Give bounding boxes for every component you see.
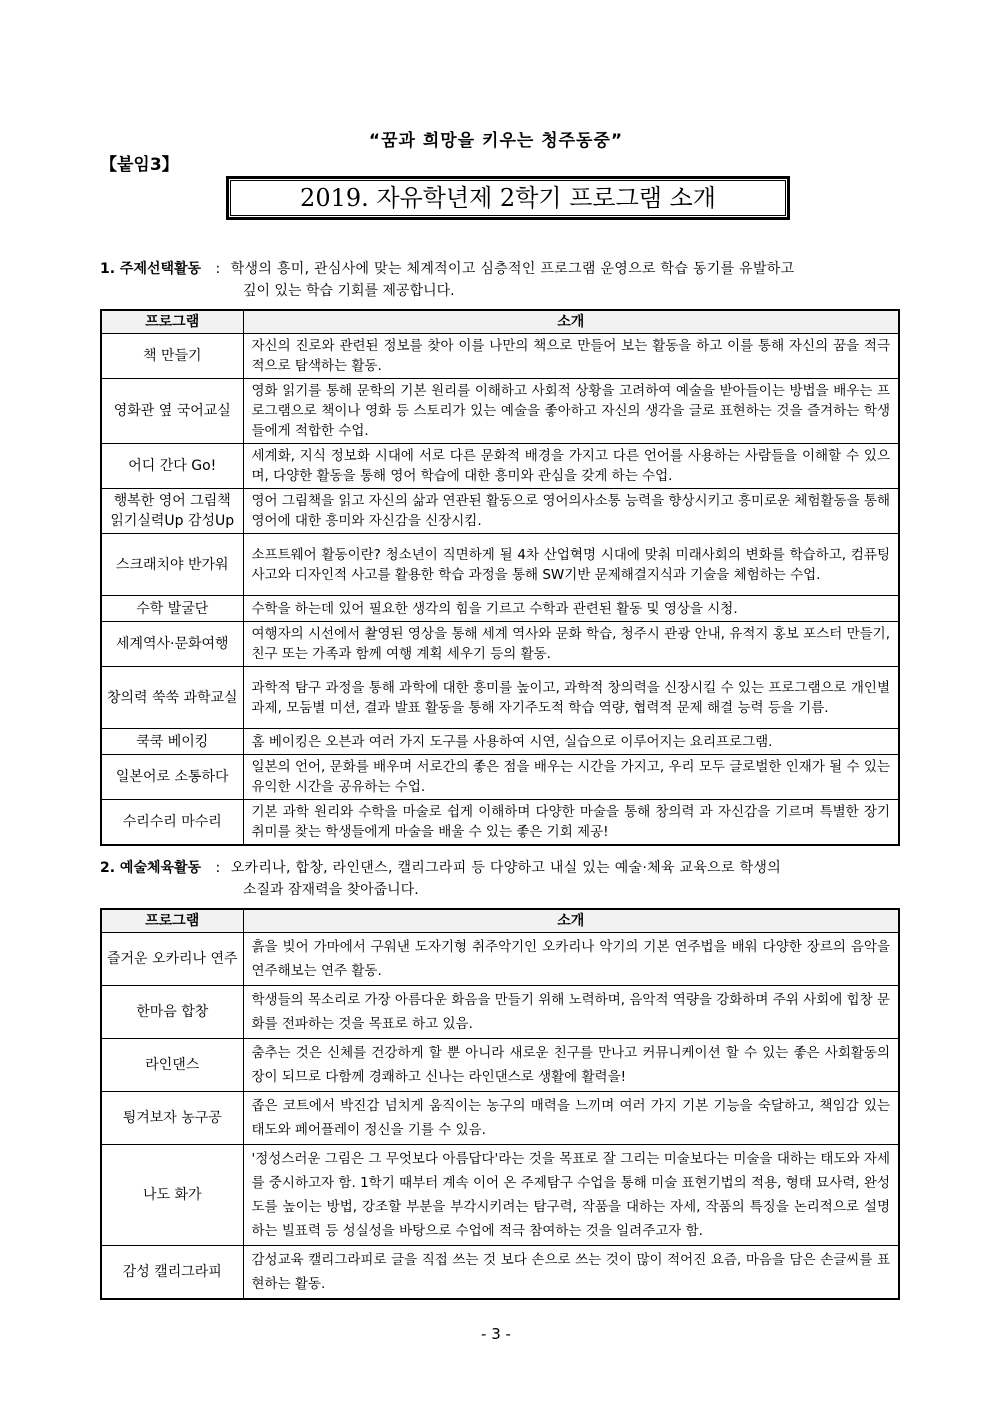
table-header: [101, 310, 899, 334]
col-intro-header: 소개: [243, 310, 899, 334]
page-number: - 3 -: [481, 1325, 511, 1343]
program-name: 책 만들기: [101, 334, 243, 379]
program-intro: '정성스러운 그림은 그 무엇보다 아름답다'라는 것을 목표로 잘 그리는 미술보다는 미술을 대하는 태도와 자세를 중시하고자 함. 1학기 때부터 계속 이어 온 주제탐구 수업을 통해 미술 표현기법의 적용, 형태 묘사력, 완성도를 높이는 방법, 강조할 부분을 부각시키려는 탐구력, 작품을 대하는 자세, 작품의 특징을 논리적으로 설명하는 빌표력 등 성실성을 바탕으로 수업에 적극 참여하는 것을 일려주고자 함.: [243, 1145, 899, 1246]
table-row: [101, 755, 899, 800]
attachment-label: 【붙임3】: [100, 155, 179, 175]
table-row: [101, 1145, 899, 1246]
table-row: [101, 1246, 899, 1300]
table-row: [101, 1039, 899, 1092]
section2-desc-line1: 오카리나, 합창, 라인댄스, 캘리그라피 등 다양하고 내실 있는 예술·체육 교육으로 학생의: [230, 860, 782, 876]
section1-heading: 1. 주제선택활동: [100, 261, 202, 277]
section2-intro: [100, 857, 900, 901]
program-intro: 춤추는 것은 신체를 건강하게 할 뿐 아니라 새로운 친구를 만나고 커뮤니케이션 할 수 있는 좋은 사회활동의 장이 되므로 다함께 경쾌하고 신나는 라인댄스로 생활에 활력을!: [243, 1039, 899, 1092]
program-intro: 홈 베이킹은 오븐과 여러 가지 도구를 사용하여 시연, 실습으로 이루어지는 요리프로그램.: [243, 729, 899, 755]
program-intro: 일본의 언어, 문화를 배우며 서로간의 좋은 점을 배우는 시간을 가지고, 우리 모두 글로벌한 인재가 될 수 있는 유익한 시간을 공유하는 수업.: [243, 755, 899, 800]
program-name: 라인댄스: [101, 1039, 243, 1092]
program-name: 어디 간다 Go!: [101, 444, 243, 489]
program-intro: 수학을 하는데 있어 필요한 생각의 힘을 기르고 수학과 관련된 활동 및 영상을 시청.: [243, 596, 899, 622]
section2-separator: :: [215, 860, 221, 876]
table-row: [101, 729, 899, 755]
program-intro: 영화 읽기를 통해 문학의 기본 원리를 이해하고 사회적 상황을 고려하여 예술을 받아들이는 방법을 배우는 프로그램으로 책이나 영화 등 스토리가 있는 예술을 좋아하고 자신의 생각을 글로 표현하는 것을 즐겨하는 학생들에게 적합한 수업.: [243, 379, 899, 444]
section2-desc-line2: 소질과 잠재력을 찾아줍니다.: [243, 882, 419, 898]
program-intro: 학생들의 목소리로 가장 아름다운 화음을 만들기 위해 노력하며, 음악적 역량을 강화하며 주위 사회에 힙창 문화를 전파하는 것을 목표로 하고 있음.: [243, 986, 899, 1039]
table-row: [101, 489, 899, 534]
col-program-header: 프로그램: [101, 310, 243, 334]
program-name: 쿡쿡 베이킹: [101, 729, 243, 755]
table-row: [101, 933, 899, 986]
col-intro-header: 소개: [243, 909, 899, 933]
school-slogan: “꿈과 희망을 키우는 청주동중”: [368, 131, 624, 151]
program-name: 튕겨보자 농구공: [101, 1092, 243, 1145]
program-name: 즐거운 오카리나 연주: [101, 933, 243, 986]
program-intro: 자신의 진로와 관련된 정보를 찾아 이를 나만의 책으로 만들어 보는 활동을 하고 이를 통해 자신의 꿈을 적극적으로 탐색하는 활동.: [243, 334, 899, 379]
table-row: [101, 379, 899, 444]
program-intro: 소프트웨어 활동이란? 청소년이 직면하게 될 4차 산업혁명 시대에 맞춰 미래사회의 변화를 학습하고, 컴퓨팅 사고와 디자인적 사고를 활용한 학습 과정을 통해 SW기반 문제해결지식과 기술을 체험하는 수업.: [243, 534, 899, 596]
program-name: 스크래치야 반가워: [101, 534, 243, 596]
table-row: [101, 334, 899, 379]
table-row: [101, 667, 899, 729]
program-name: 창의력 쑥쑥 과학교실: [101, 667, 243, 729]
table-row: [101, 444, 899, 489]
table-row: [101, 986, 899, 1039]
section1-desc-line1: 학생의 흥미, 관심사에 맞는 체계적이고 심층적인 프로그램 운영으로 학습 동기를 유발하고: [230, 261, 795, 277]
program-intro: 흙을 빚어 가마에서 구워낸 도자기형 취주악기인 오카리나 악기의 기본 연주법을 배워 다양한 장르의 음악을 연주해보는 연주 활동.: [243, 933, 899, 986]
table-header: [101, 909, 899, 933]
section1-separator: :: [215, 261, 221, 277]
program-intro: 감성교육 캘리그라피로 글을 직접 쓰는 것 보다 손으로 쓰는 것이 많이 적어진 요즘, 마음을 담은 손글씨를 표현하는 활동.: [243, 1246, 899, 1300]
program-intro: 세계화, 지식 정보화 시대에 서로 다른 문화적 배경을 가지고 다른 언어를 사용하는 사람들을 이해할 수 있으며, 다양한 활동을 통해 영어 학습에 대한 흥미와 관심을 갖게 하는 수업.: [243, 444, 899, 489]
program-name: 영화관 옆 국어교실: [101, 379, 243, 444]
table-row: [101, 1092, 899, 1145]
program-name: 일본어로 소통하다: [101, 755, 243, 800]
program-name: 세계역사·문화여행: [101, 622, 243, 667]
section1-table: [100, 309, 900, 846]
program-name: 한마음 합창: [101, 986, 243, 1039]
program-intro: 여행자의 시선에서 촬영된 영상을 통해 세계 역사와 문화 학습, 청주시 관광 안내, 유적지 홍보 포스터 만들기, 친구 또는 가족과 함께 여행 계획 세우기 등의 활동.: [243, 622, 899, 667]
program-intro: 영어 그림책을 읽고 자신의 삶과 연관된 활동으로 영어의사소통 능력을 향상시키고 흥미로운 체험활동을 통해 영어에 대한 흥미와 자신감을 신장시킴.: [243, 489, 899, 534]
table-row: [101, 534, 899, 596]
section1-desc-line2: 깊이 있는 학습 기회를 제공합니다.: [243, 283, 455, 299]
program-intro: 기본 과학 원리와 수학을 마술로 쉽게 이해하며 다양한 마술을 통해 창의력 과 자신감을 기르며 특별한 장기 취미를 찾는 학생들에게 마술을 배울 수 있는 좋은 기회 제공!: [243, 800, 899, 846]
program-intro: 과학적 탐구 과정을 통해 과학에 대한 흥미를 높이고, 과학적 창의력을 신장시킬 수 있는 프로그램으로 개인별 과제, 모둠별 미션, 결과 발표 활동을 통해 자기주도적 학습 역량, 협력적 문제 해결 능력 등을 기름.: [243, 667, 899, 729]
col-program-header: 프로그램: [101, 909, 243, 933]
program-name: 행복한 영어 그림책 읽기실력Up 감성Up: [101, 489, 243, 534]
program-name: 수학 발굴단: [101, 596, 243, 622]
program-name: 나도 화가: [101, 1145, 243, 1246]
program-name: 수리수리 마수리: [101, 800, 243, 846]
section2-table: [100, 908, 900, 1300]
table-row: [101, 596, 899, 622]
program-name: 감성 캘리그라피: [101, 1246, 243, 1300]
section1-intro: [100, 258, 900, 302]
page-title: 2019. 자유학년제 2학기 프로그램 소개: [228, 178, 788, 218]
section2-heading: 2. 예술체육활동: [100, 860, 202, 876]
program-intro: 좁은 코트에서 박진감 넘치게 움직이는 농구의 매력을 느끼며 여러 가지 기본 기능을 숙달하고, 책임감 있는 태도와 페어플레이 정신을 기를 수 있음.: [243, 1092, 899, 1145]
table-row: [101, 622, 899, 667]
table-row: [101, 800, 899, 846]
